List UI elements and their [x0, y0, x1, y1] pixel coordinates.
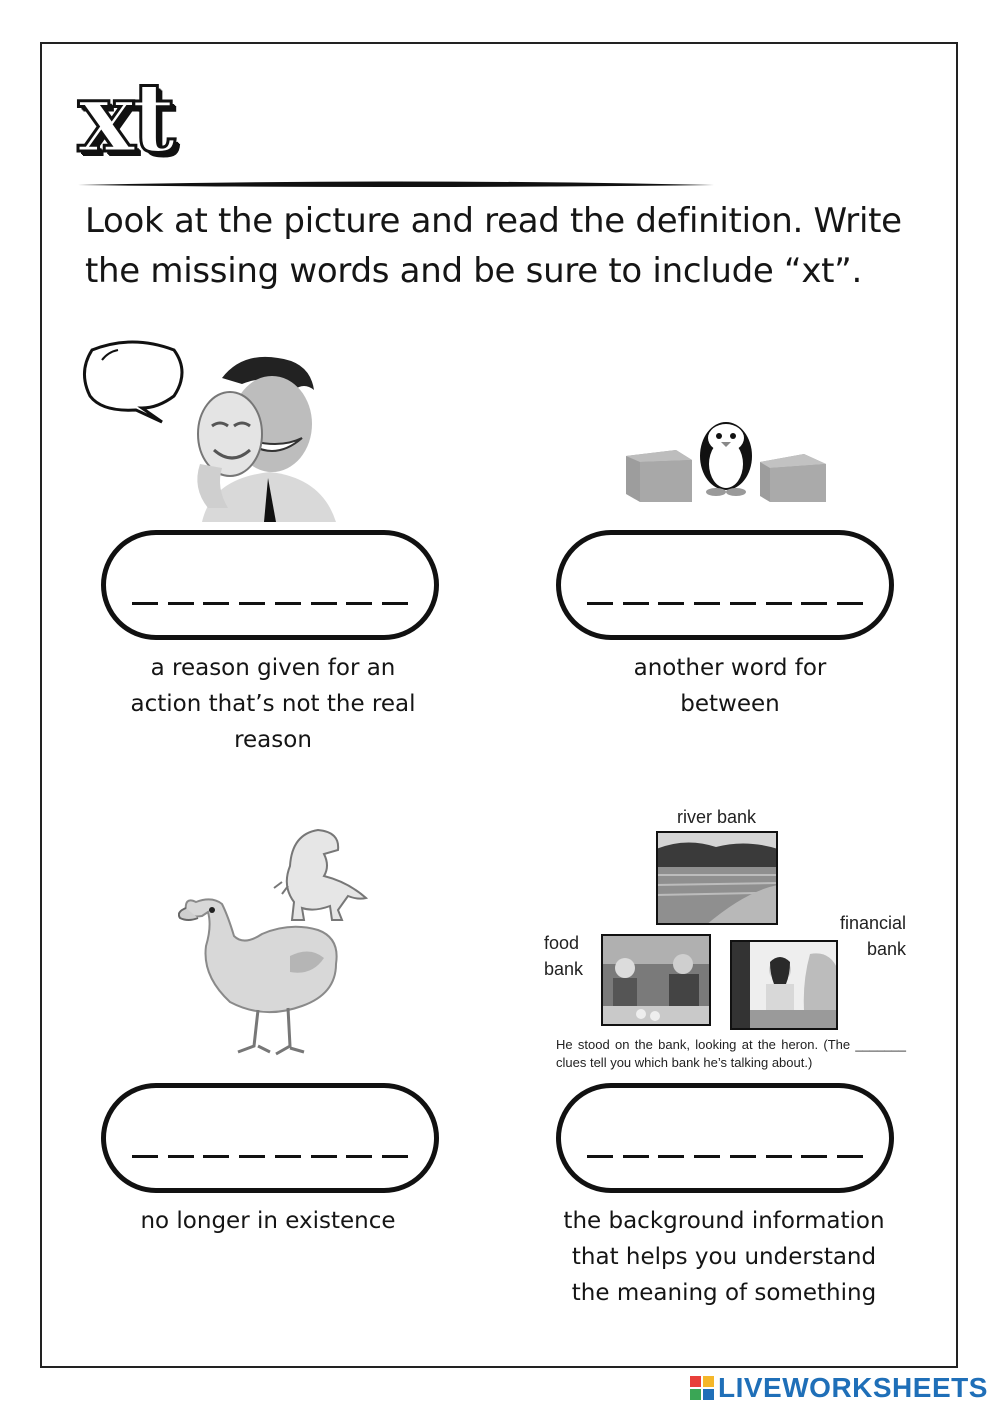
answer-box-4[interactable]: [556, 1083, 894, 1193]
brand-name: LIVEWORKSHEETS: [718, 1372, 988, 1403]
answer-box-2[interactable]: [556, 530, 894, 640]
penguin-between-boxes-illustration: [620, 410, 830, 506]
dinosaur-icon: [274, 830, 366, 920]
river-bank-photo: [656, 831, 778, 925]
man-icon: [197, 357, 336, 522]
definition-1: a reason given for an action that’s not the real reason: [130, 655, 416, 753]
context-sentence: He stood on the bank, looking at the heron. (The _______ clues tell you which bank he’s talking about.): [556, 1037, 906, 1070]
financial-bank-photo: [730, 940, 838, 1030]
dodo-and-dinosaur-illustration: [178, 826, 374, 1062]
worksheet-title: xt: [78, 61, 172, 174]
box-icon: [760, 454, 826, 502]
definition-4: the background information that helps you understand the meaning of something: [563, 1208, 885, 1306]
answer-box-3[interactable]: [101, 1083, 439, 1193]
answer-blanks: [132, 602, 408, 605]
liveworksheets-logo-icon: [690, 1376, 714, 1400]
financial-bank-label: financial bank: [839, 913, 906, 959]
answer-blanks: [132, 1155, 408, 1158]
box-icon: [626, 450, 692, 502]
food-bank-label: food bank: [544, 933, 584, 979]
liveworksheets-brand[interactable]: [690, 1372, 988, 1404]
title-divider: [78, 178, 714, 192]
answer-blanks: [587, 1155, 863, 1158]
instructions-text: Look at the picture and read the definition. Write the missing words and be sure to include “xt”.: [85, 201, 902, 291]
man-with-mask-illustration: [82, 338, 344, 522]
answer-box-1[interactable]: [101, 530, 439, 640]
food-bank-photo: [601, 934, 711, 1026]
river-bank-label: river bank: [677, 807, 757, 827]
answer-blanks: [587, 602, 863, 605]
definition-2: another word for between: [633, 655, 827, 717]
definition-3: no longer in existence: [140, 1208, 396, 1234]
speech-bubble-icon: [84, 342, 182, 422]
dodo-icon: [179, 899, 337, 1054]
penguin-icon: [700, 422, 752, 496]
